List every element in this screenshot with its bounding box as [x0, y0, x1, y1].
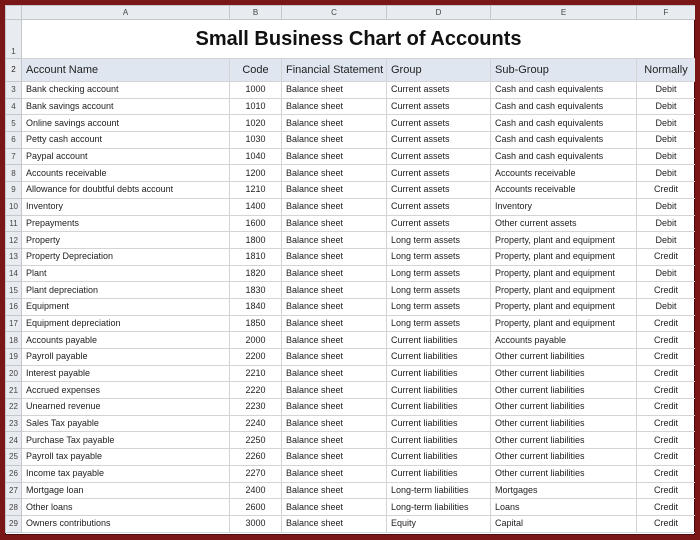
table-row	[6, 115, 696, 132]
row-number[interactable]: 29	[6, 515, 22, 532]
sub-group-cell[interactable]: Other current liabilities	[491, 432, 637, 449]
account-name-cell[interactable]: Payroll tax payable	[22, 449, 230, 466]
sub-group-cell[interactable]: Accounts receivable	[491, 165, 637, 182]
table-row	[6, 182, 696, 199]
normally-cell[interactable]: Credit	[637, 332, 696, 349]
table-row	[6, 82, 696, 99]
row-number[interactable]: 21	[6, 382, 22, 399]
code-cell[interactable]: 1020	[230, 115, 282, 132]
sub-group-cell[interactable]: Accounts payable	[491, 332, 637, 349]
column-header-b[interactable]: B	[230, 6, 282, 20]
sub-group-cell[interactable]: Other current liabilities	[491, 415, 637, 432]
sub-group-cell[interactable]: Other current liabilities	[491, 382, 637, 399]
group-cell[interactable]: Long term assets	[387, 232, 491, 249]
group-cell[interactable]: Current liabilities	[387, 415, 491, 432]
table-row	[6, 148, 696, 165]
table-row	[6, 449, 696, 466]
row-number[interactable]: 18	[6, 332, 22, 349]
header-row	[6, 59, 696, 82]
account-name-cell[interactable]: Allowance for doubtful debts account	[22, 182, 230, 199]
sub-group-cell[interactable]: Other current liabilities	[491, 465, 637, 482]
normally-cell[interactable]: Credit	[637, 499, 696, 516]
group-cell[interactable]: Current liabilities	[387, 465, 491, 482]
code-cell[interactable]: 1820	[230, 265, 282, 282]
group-cell[interactable]: Current liabilities	[387, 365, 491, 382]
sub-group-cell[interactable]: Cash and cash equivalents	[491, 132, 637, 149]
table-row	[6, 315, 696, 332]
account-name-cell[interactable]: Other loans	[22, 499, 230, 516]
spreadsheet-frame	[5, 5, 695, 535]
code-cell[interactable]: 2000	[230, 332, 282, 349]
group-cell[interactable]: Long term assets	[387, 265, 491, 282]
sub-group-cell[interactable]: Other current liabilities	[491, 399, 637, 416]
table-row	[6, 382, 696, 399]
normally-cell[interactable]: Credit	[637, 365, 696, 382]
table-row	[6, 499, 696, 516]
normally-cell[interactable]: Credit	[637, 399, 696, 416]
row-number[interactable]: 2	[6, 59, 22, 82]
financial-statement-cell[interactable]: Balance sheet	[282, 148, 387, 165]
row-number[interactable]: 7	[6, 148, 22, 165]
financial-statement-cell[interactable]: Balance sheet	[282, 515, 387, 532]
account-name-cell[interactable]: Prepayments	[22, 215, 230, 232]
code-cell[interactable]: 2260	[230, 449, 282, 466]
financial-statement-cell[interactable]: Balance sheet	[282, 82, 387, 99]
row-number[interactable]: 3	[6, 82, 22, 99]
financial-statement-cell[interactable]: Balance sheet	[282, 449, 387, 466]
code-cell[interactable]: 1850	[230, 315, 282, 332]
code-cell[interactable]: 1830	[230, 282, 282, 299]
row-number[interactable]: 9	[6, 182, 22, 199]
column-header-row	[6, 6, 696, 20]
account-name-cell[interactable]: Purchase Tax payable	[22, 432, 230, 449]
account-name-cell[interactable]: Accounts receivable	[22, 165, 230, 182]
normally-cell[interactable]: Debit	[637, 265, 696, 282]
header-account-name[interactable]: Account Name	[22, 59, 230, 82]
sub-group-cell[interactable]: Property, plant and equipment	[491, 265, 637, 282]
group-cell[interactable]: Current liabilities	[387, 399, 491, 416]
normally-cell[interactable]: Credit	[637, 415, 696, 432]
table-row	[6, 132, 696, 149]
code-cell[interactable]: 2600	[230, 499, 282, 516]
account-name-cell[interactable]: Accounts payable	[22, 332, 230, 349]
code-cell[interactable]: 1810	[230, 248, 282, 265]
account-name-cell[interactable]: Equipment depreciation	[22, 315, 230, 332]
financial-statement-cell[interactable]: Balance sheet	[282, 432, 387, 449]
row-number[interactable]: 23	[6, 415, 22, 432]
account-name-cell[interactable]: Plant depreciation	[22, 282, 230, 299]
normally-cell[interactable]: Credit	[637, 182, 696, 199]
account-name-cell[interactable]: Bank checking account	[22, 82, 230, 99]
group-cell[interactable]: Long-term liabilities	[387, 499, 491, 516]
financial-statement-cell[interactable]: Balance sheet	[282, 482, 387, 499]
code-cell[interactable]: 1030	[230, 132, 282, 149]
sub-group-cell[interactable]: Property, plant and equipment	[491, 282, 637, 299]
group-cell[interactable]: Current liabilities	[387, 349, 491, 366]
row-number[interactable]: 28	[6, 499, 22, 516]
financial-statement-cell[interactable]: Balance sheet	[282, 365, 387, 382]
table-row	[6, 198, 696, 215]
code-cell[interactable]: 1200	[230, 165, 282, 182]
financial-statement-cell[interactable]: Balance sheet	[282, 132, 387, 149]
column-header-a[interactable]: A	[22, 6, 230, 20]
sub-group-cell[interactable]: Other current assets	[491, 215, 637, 232]
financial-statement-cell[interactable]: Balance sheet	[282, 399, 387, 416]
table-row	[6, 515, 696, 532]
table-row	[6, 349, 696, 366]
header-sub-group[interactable]: Sub-Group	[491, 59, 637, 82]
code-cell[interactable]: 2200	[230, 349, 282, 366]
account-name-cell[interactable]: Petty cash account	[22, 132, 230, 149]
group-cell[interactable]: Current liabilities	[387, 432, 491, 449]
code-cell[interactable]: 1800	[230, 232, 282, 249]
financial-statement-cell[interactable]: Balance sheet	[282, 265, 387, 282]
header-normally[interactable]: Normally	[637, 59, 696, 82]
row-number[interactable]: 20	[6, 365, 22, 382]
financial-statement-cell[interactable]: Balance sheet	[282, 182, 387, 199]
table-row	[6, 432, 696, 449]
group-cell[interactable]: Current assets	[387, 198, 491, 215]
sheet-title[interactable]: Small Business Chart of Accounts	[22, 20, 696, 59]
group-cell[interactable]: Current assets	[387, 115, 491, 132]
normally-cell[interactable]: Debit	[637, 215, 696, 232]
group-cell[interactable]: Long term assets	[387, 298, 491, 315]
financial-statement-cell[interactable]: Balance sheet	[282, 98, 387, 115]
financial-statement-cell[interactable]: Balance sheet	[282, 282, 387, 299]
table-row	[6, 232, 696, 249]
normally-cell[interactable]: Debit	[637, 115, 696, 132]
account-name-cell[interactable]: Paypal account	[22, 148, 230, 165]
sub-group-cell[interactable]: Property, plant and equipment	[491, 298, 637, 315]
group-cell[interactable]: Long-term liabilities	[387, 482, 491, 499]
table-row	[6, 332, 696, 349]
table-row	[6, 248, 696, 265]
normally-cell[interactable]: Debit	[637, 198, 696, 215]
table-row	[6, 399, 696, 416]
account-name-cell[interactable]: Unearned revenue	[22, 399, 230, 416]
group-cell[interactable]: Current assets	[387, 182, 491, 199]
account-name-cell[interactable]: Sales Tax payable	[22, 415, 230, 432]
code-cell[interactable]: 2210	[230, 365, 282, 382]
sub-group-cell[interactable]: Property, plant and equipment	[491, 315, 637, 332]
group-cell[interactable]: Current liabilities	[387, 332, 491, 349]
table-row	[6, 282, 696, 299]
sub-group-cell[interactable]: Cash and cash equivalents	[491, 115, 637, 132]
row-number[interactable]: 6	[6, 132, 22, 149]
row-number[interactable]: 12	[6, 232, 22, 249]
group-cell[interactable]: Current assets	[387, 148, 491, 165]
code-cell[interactable]: 1210	[230, 182, 282, 199]
group-cell[interactable]: Current assets	[387, 165, 491, 182]
financial-statement-cell[interactable]: Balance sheet	[282, 215, 387, 232]
sub-group-cell[interactable]: Other current liabilities	[491, 365, 637, 382]
sub-group-cell[interactable]: Property, plant and equipment	[491, 248, 637, 265]
normally-cell[interactable]: Debit	[637, 82, 696, 99]
financial-statement-cell[interactable]: Balance sheet	[282, 232, 387, 249]
row-number[interactable]: 19	[6, 349, 22, 366]
financial-statement-cell[interactable]: Balance sheet	[282, 298, 387, 315]
row-number[interactable]: 13	[6, 248, 22, 265]
normally-cell[interactable]: Credit	[637, 315, 696, 332]
code-cell[interactable]: 1040	[230, 148, 282, 165]
group-cell[interactable]: Current liabilities	[387, 382, 491, 399]
financial-statement-cell[interactable]: Balance sheet	[282, 332, 387, 349]
group-cell[interactable]: Current assets	[387, 132, 491, 149]
group-cell[interactable]: Current assets	[387, 82, 491, 99]
normally-cell[interactable]: Credit	[637, 248, 696, 265]
sub-group-cell[interactable]: Cash and cash equivalents	[491, 148, 637, 165]
account-name-cell[interactable]: Online savings account	[22, 115, 230, 132]
sub-group-cell[interactable]: Mortgages	[491, 482, 637, 499]
group-cell[interactable]: Long term assets	[387, 248, 491, 265]
sub-group-cell[interactable]: Cash and cash equivalents	[491, 82, 637, 99]
table-row	[6, 98, 696, 115]
account-name-cell[interactable]: Income tax payable	[22, 465, 230, 482]
row-number[interactable]: 24	[6, 432, 22, 449]
table-row	[6, 298, 696, 315]
financial-statement-cell[interactable]: Balance sheet	[282, 198, 387, 215]
account-name-cell[interactable]: Property Depreciation	[22, 248, 230, 265]
code-cell[interactable]: 1400	[230, 198, 282, 215]
group-cell[interactable]: Current liabilities	[387, 449, 491, 466]
normally-cell[interactable]: Credit	[637, 282, 696, 299]
row-number[interactable]: 4	[6, 98, 22, 115]
code-cell[interactable]: 1600	[230, 215, 282, 232]
sub-group-cell[interactable]: Other current liabilities	[491, 449, 637, 466]
account-name-cell[interactable]: Inventory	[22, 198, 230, 215]
code-cell[interactable]: 1840	[230, 298, 282, 315]
account-name-cell[interactable]: Property	[22, 232, 230, 249]
code-cell[interactable]: 1000	[230, 82, 282, 99]
normally-cell[interactable]: Credit	[637, 349, 696, 366]
normally-cell[interactable]: Credit	[637, 449, 696, 466]
code-cell[interactable]: 2230	[230, 399, 282, 416]
title-row	[6, 20, 696, 59]
header-financial-statement[interactable]: Financial Statement	[282, 59, 387, 82]
code-cell[interactable]: 2270	[230, 465, 282, 482]
code-cell[interactable]: 2240	[230, 415, 282, 432]
select-all-corner[interactable]	[6, 6, 22, 20]
financial-statement-cell[interactable]: Balance sheet	[282, 465, 387, 482]
normally-cell[interactable]: Debit	[637, 298, 696, 315]
sub-group-cell[interactable]: Other current liabilities	[491, 349, 637, 366]
table-row	[6, 215, 696, 232]
row-number[interactable]: 1	[6, 20, 22, 59]
table-row	[6, 415, 696, 432]
group-cell[interactable]: Current assets	[387, 98, 491, 115]
normally-cell[interactable]: Debit	[637, 132, 696, 149]
header-group[interactable]: Group	[387, 59, 491, 82]
financial-statement-cell[interactable]: Balance sheet	[282, 248, 387, 265]
group-cell[interactable]: Equity	[387, 515, 491, 532]
account-name-cell[interactable]: Plant	[22, 265, 230, 282]
account-name-cell[interactable]: Owners contributions	[22, 515, 230, 532]
sub-group-cell[interactable]: Capital	[491, 515, 637, 532]
normally-cell[interactable]: Debit	[637, 98, 696, 115]
spreadsheet-grid	[5, 5, 695, 533]
row-number[interactable]: 27	[6, 482, 22, 499]
sub-group-cell[interactable]: Cash and cash equivalents	[491, 98, 637, 115]
row-number[interactable]: 10	[6, 198, 22, 215]
financial-statement-cell[interactable]: Balance sheet	[282, 315, 387, 332]
code-cell[interactable]: 2250	[230, 432, 282, 449]
row-number[interactable]: 15	[6, 282, 22, 299]
group-cell[interactable]: Long term assets	[387, 282, 491, 299]
code-cell[interactable]: 2220	[230, 382, 282, 399]
code-cell[interactable]: 1010	[230, 98, 282, 115]
sub-group-cell[interactable]: Inventory	[491, 198, 637, 215]
account-name-cell[interactable]: Interest payable	[22, 365, 230, 382]
column-header-c[interactable]: C	[282, 6, 387, 20]
row-number[interactable]: 25	[6, 449, 22, 466]
table-row	[6, 465, 696, 482]
normally-cell[interactable]: Debit	[637, 148, 696, 165]
account-name-cell[interactable]: Payroll payable	[22, 349, 230, 366]
row-number[interactable]: 26	[6, 465, 22, 482]
financial-statement-cell[interactable]: Balance sheet	[282, 349, 387, 366]
financial-statement-cell[interactable]: Balance sheet	[282, 499, 387, 516]
financial-statement-cell[interactable]: Balance sheet	[282, 115, 387, 132]
table-row	[6, 265, 696, 282]
normally-cell[interactable]: Debit	[637, 232, 696, 249]
account-name-cell[interactable]: Mortgage loan	[22, 482, 230, 499]
normally-cell[interactable]: Debit	[637, 165, 696, 182]
group-cell[interactable]: Current assets	[387, 215, 491, 232]
sub-group-cell[interactable]: Property, plant and equipment	[491, 232, 637, 249]
row-number[interactable]: 16	[6, 298, 22, 315]
financial-statement-cell[interactable]: Balance sheet	[282, 415, 387, 432]
row-number[interactable]: 11	[6, 215, 22, 232]
normally-cell[interactable]: Credit	[637, 382, 696, 399]
column-header-f[interactable]: F	[637, 6, 696, 20]
account-name-cell[interactable]: Bank savings account	[22, 98, 230, 115]
row-number[interactable]: 17	[6, 315, 22, 332]
column-header-e[interactable]: E	[491, 6, 637, 20]
table-row	[6, 165, 696, 182]
row-number[interactable]: 14	[6, 265, 22, 282]
account-name-cell[interactable]: Equipment	[22, 298, 230, 315]
normally-cell[interactable]: Credit	[637, 515, 696, 532]
table-row	[6, 482, 696, 499]
group-cell[interactable]: Long term assets	[387, 315, 491, 332]
header-code[interactable]: Code	[230, 59, 282, 82]
normally-cell[interactable]: Credit	[637, 482, 696, 499]
code-cell[interactable]: 2400	[230, 482, 282, 499]
financial-statement-cell[interactable]: Balance sheet	[282, 165, 387, 182]
table-row	[6, 365, 696, 382]
row-number[interactable]: 5	[6, 115, 22, 132]
row-number[interactable]: 22	[6, 399, 22, 416]
sub-group-cell[interactable]: Accounts receivable	[491, 182, 637, 199]
normally-cell[interactable]: Credit	[637, 465, 696, 482]
financial-statement-cell[interactable]: Balance sheet	[282, 382, 387, 399]
account-name-cell[interactable]: Accrued expenses	[22, 382, 230, 399]
sub-group-cell[interactable]: Loans	[491, 499, 637, 516]
normally-cell[interactable]: Credit	[637, 432, 696, 449]
column-header-d[interactable]: D	[387, 6, 491, 20]
code-cell[interactable]: 3000	[230, 515, 282, 532]
row-number[interactable]: 8	[6, 165, 22, 182]
